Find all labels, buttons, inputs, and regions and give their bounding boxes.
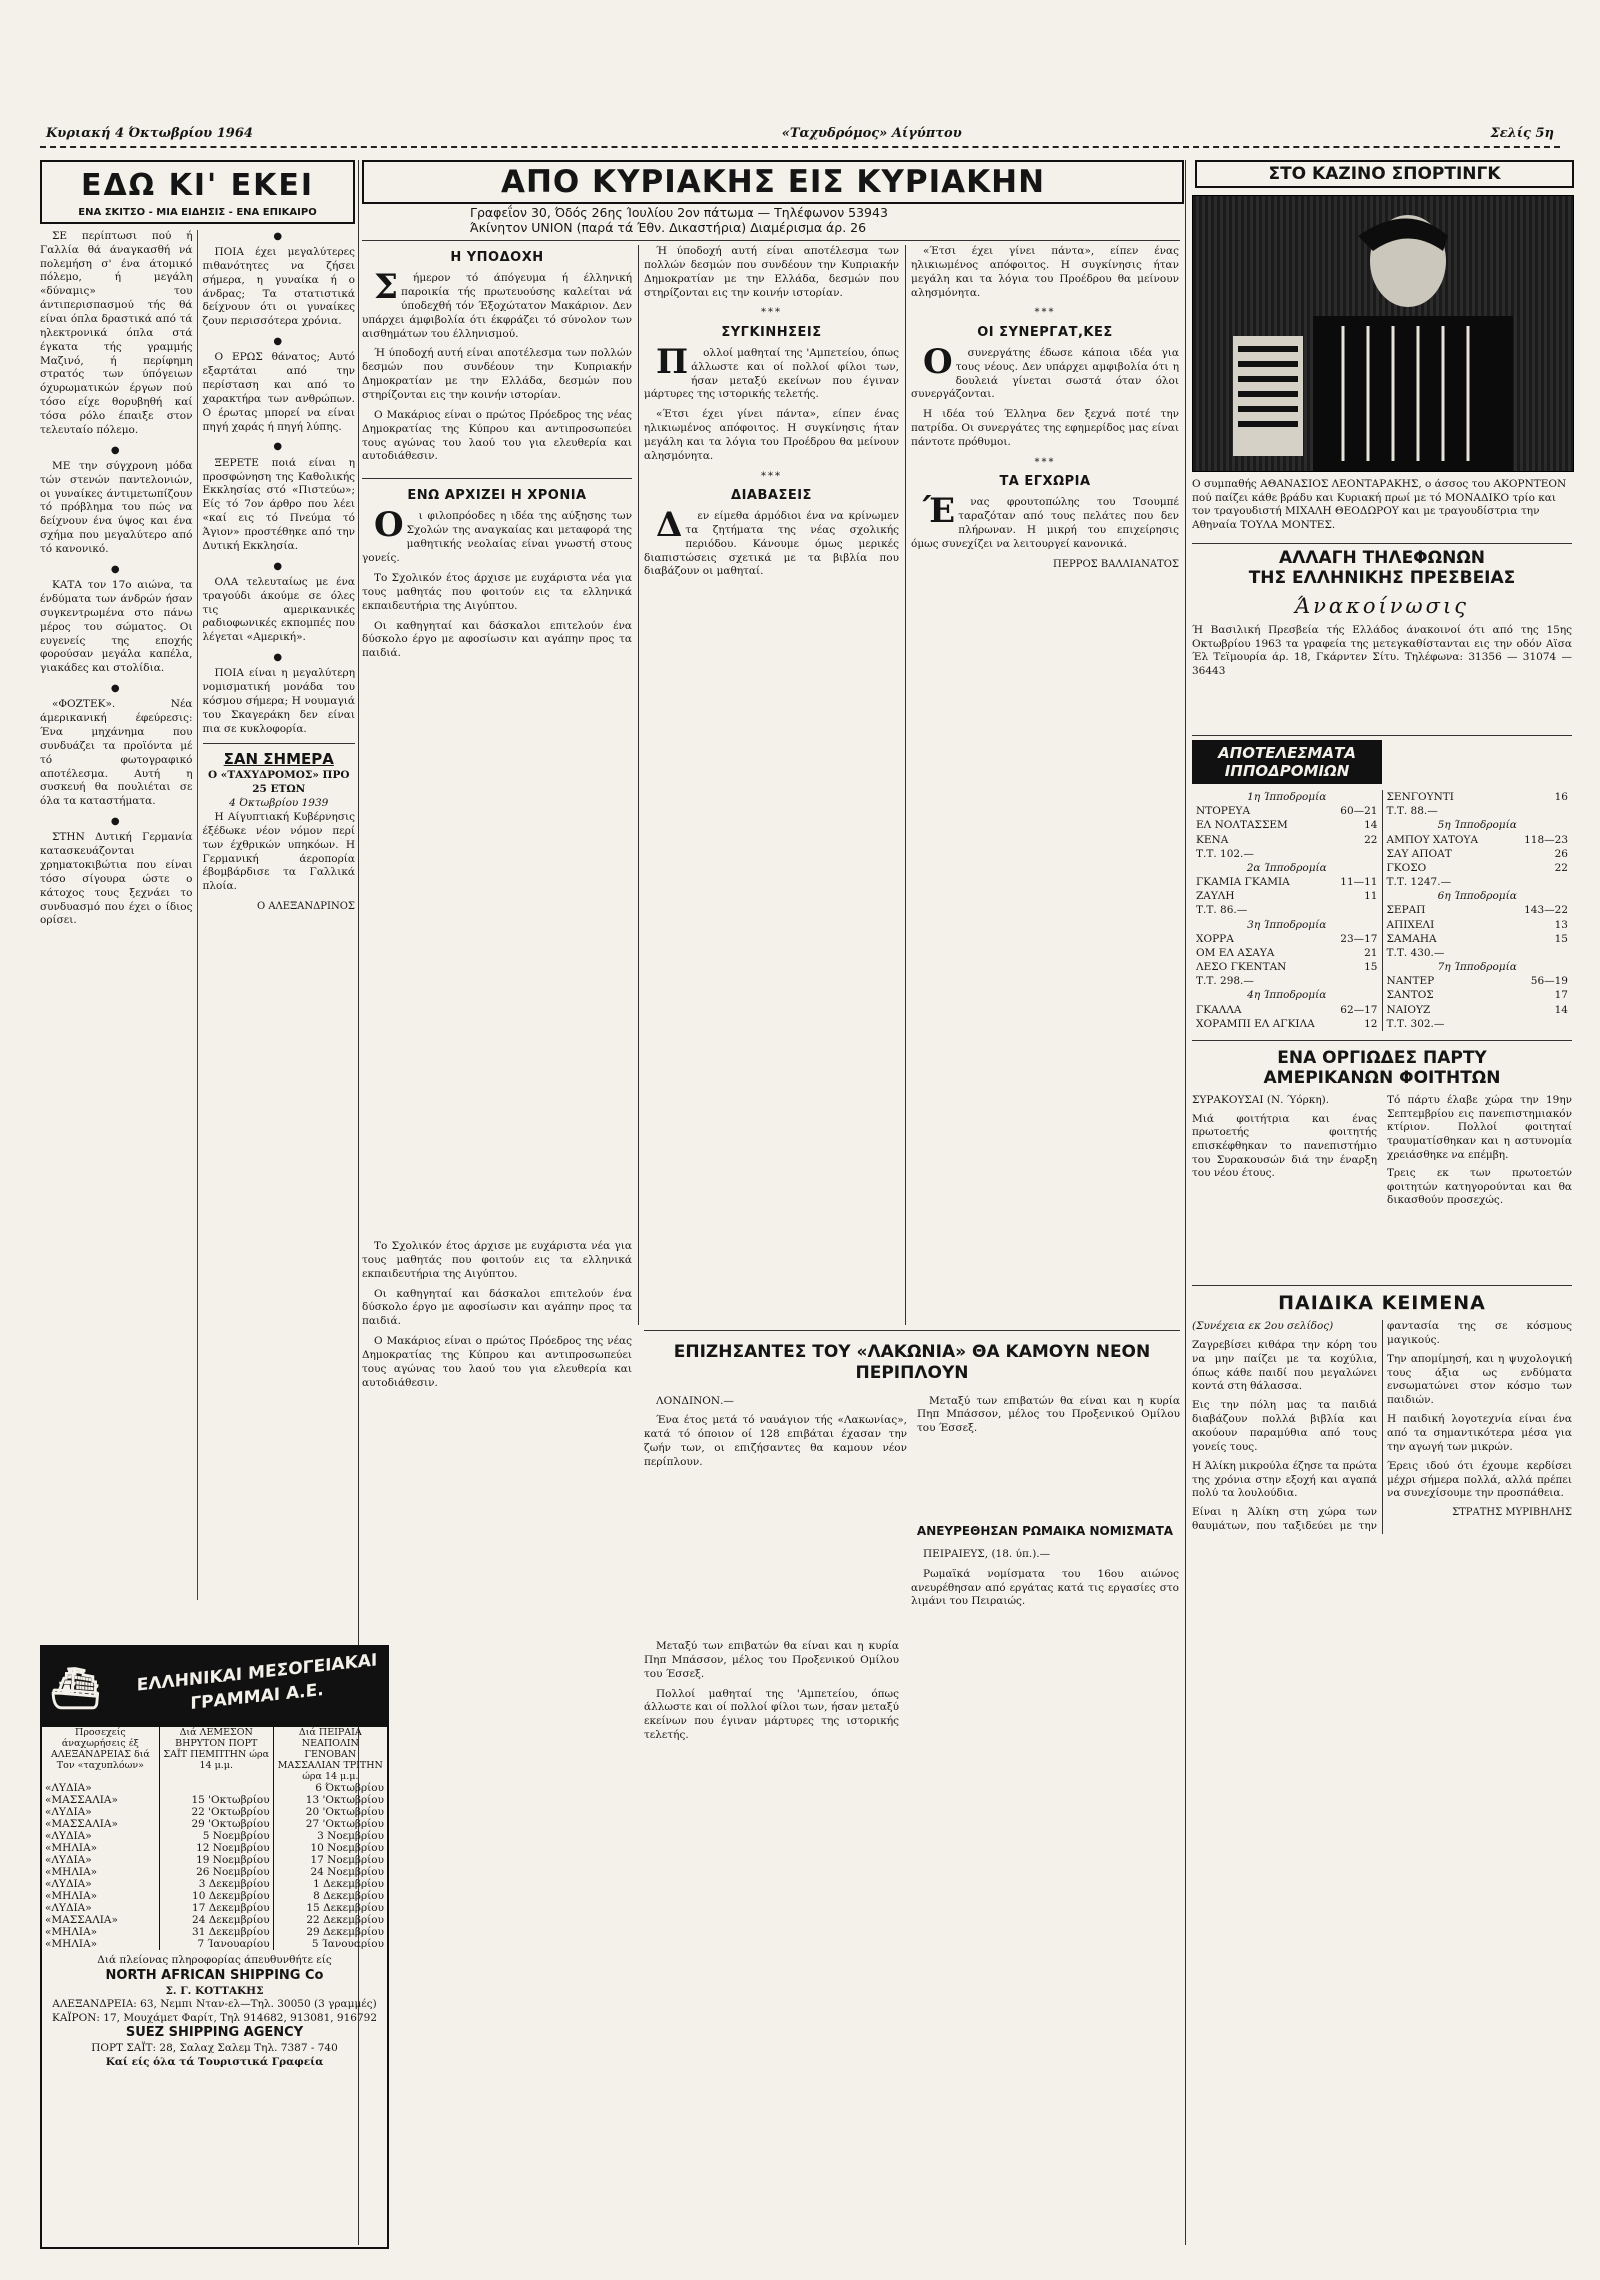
table-cell: «ΛΥΔΙΑ» — [42, 1782, 159, 1794]
horse-name: ΧΟΡΡΑ — [1196, 932, 1234, 945]
race-row — [1192, 960, 1382, 974]
table-cell: «ΛΥΔΙΑ» — [42, 1806, 159, 1818]
horse-odds: 14 — [1554, 1003, 1568, 1016]
section-heading: ΣΥΓΚΙΝΗΣΕΙΣ — [721, 324, 822, 340]
table-cell: 10 Δεκεμβρίου — [159, 1890, 273, 1902]
center-column-lower — [362, 1240, 632, 2245]
table-cell: 15 'Οκτωβρίου — [159, 1794, 273, 1806]
table-cell: 22 'Οκτωβρίου — [159, 1806, 273, 1818]
horse-odds: 11—11 — [1340, 876, 1378, 889]
ad-footer-line: ΑΛΕΞΑΝΔΡΕΙΑ: 63, Νεμπι Νταν-ελ—Τηλ. 30050 (3 γραμμές) — [52, 1998, 377, 2011]
article-paragraph: Το Σχολικόν έτος άρχισε με ευχάριστα νέα για τους μαθητάς που φοιτούν εις τα ελληνικά εκπαιδευτήρια της Αιγύπτου. — [362, 1240, 632, 1280]
separator: *** — [1034, 456, 1056, 468]
divider — [362, 478, 632, 479]
article-paragraph: Ένας φρουτοπώλης του Τσουμπέ ταραζόταν από τους πελάτες που δεν πλήρωναν. Η μικρή του επιχείρησις όμως συνεχίζει να λειτουργεί κανονικά. — [911, 491, 1179, 550]
item-paragraph: ΣΕ περίπτωσι πού ή Γαλλία θά άναγκασθή νά πολεμήση σ' ένα άτομικό πόλεμο, ή μεγάλη «δύναμις» του άντιπερισπασμού τής θά είναι όπλα δραστικά από τά ηλεκτρονικά όπλα στά έγκατα τής γραμμής Μαζινό, ή περίφημη στρατός των ύπόγειων όχυρωματικών έργων πού τόσο είχε θορυβηθή καί τόσα ρόλο έπαιξε στον τελευταίο πόλεμο. — [40, 229, 193, 436]
results-columns — [1192, 790, 1572, 1031]
article-paragraph: Μιά φοιτήτρια και ένας πρωτοετής φοιτητής επισκέφθηκαν το πανεπιστήμιο του Συρακουσών διά την έναρξη του νέου έτους. — [1192, 1112, 1377, 1180]
article-body — [1192, 1094, 1572, 1208]
table-cell: 12 Νοεμβρίου — [159, 1842, 273, 1854]
horse-name: Τ.Τ. 1247.— — [1386, 876, 1452, 889]
center-rule — [644, 1330, 1180, 1331]
race-row — [1383, 875, 1573, 889]
race-heading-label: 3η Ίπποδρομία — [1247, 918, 1327, 931]
race-heading — [1383, 818, 1573, 832]
section-heading: ΕΝΩ ΑΡΧΙΖΕΙ Η ΧΡΟΝΙΑ — [407, 488, 587, 504]
center-address-line: Γραφεΐον 30, Όδός 26ης Ίουλίου 2ον πάτωμα — Τηλέφωνον 53943 — [470, 205, 888, 220]
article-paragraph: Οι φιλοπρόοδες η ιδέα της αύξησης των Σχολών της αναγκαίας και μεταφορά της μαθητικής νεολαίας είναι γνωστή στους γονείς. — [362, 505, 632, 565]
horse-name: Τ.Τ. 298.— — [1196, 975, 1254, 988]
table-row — [42, 1818, 387, 1830]
horse-name: ΓΚΑΛΛΑ — [1196, 1003, 1242, 1016]
table-cell: 5 Ίανουαρίου — [311, 1938, 384, 1950]
article-paragraph: Οι καθηγηταί και δάσκαλοι επιτελούν ένα δύσκολο έργο με αφοσίωσιν και αγάπην προς τα παιδιά. — [362, 619, 632, 660]
romaika-article — [911, 1520, 1179, 1820]
photo-caption: Ο συμπαθής ΑΘΑΝΑΣΙΟΣ ΛΕΟΝΤΑΡΑΚΗΣ, ο άσσος του ΑΚΟΡΝΤΕΟΝ πού παίζει κάθε βράδυ και Κυριακή πρωί με τό ΜΟΝΑΔΙΚΟ τρίο και τον τραγουδιστή ΜΙΧΑΛΗ ΘΕΟΔΩΡΟΥ και με τραγουδίστρια την Αθηναία ΤΟΥΛΑ ΜΟΝΤΕΣ. — [1192, 478, 1567, 531]
notice-title: ΑΛΛΑΓΗ ΤΗΛΕΦΩΝΩΝ — [1278, 548, 1485, 568]
article-paragraph: Μεταξύ των επιβατών θα είναι και η κυρία Πηπ Μπάσσον, μέλος του Προξενικού Ομίλου του Έσσεξ. — [644, 1640, 899, 1680]
party-article — [1192, 1048, 1572, 1208]
table-cell: 27 'Οκτωβρίου — [305, 1818, 384, 1830]
race-heading-label: 6η Ίπποδρομία — [1437, 890, 1517, 903]
race-row — [1192, 847, 1382, 861]
horse-name: ΣΑΥ ΑΠΟΑΤ — [1386, 847, 1452, 860]
race-row — [1192, 804, 1382, 818]
table-cell: 15 Δεκεμβρίου — [306, 1902, 384, 1914]
article-paragraph: Μεταξύ των επιβατών θα είναι και η κυρία Πηπ Μπάσσον, μέλος του Προξενικού Ομίλου του Έσσεξ. — [917, 1394, 1180, 1435]
horse-name: Τ.Τ. 430.— — [1386, 946, 1445, 959]
article-paragraph: Σήμερον τό άπόγευμα ή έλληνική παροικία τής πρωτευούσης καλείται νά ύποδεχθή τόν Έξοχώτατον Μακάριον. Δεν υπάρχει άμφιβολία ότι έκφράζει τό σύνολον των αισθημάτων του έλληνισμού. — [362, 267, 632, 340]
table-cell: 29 'Οκτωβρίου — [159, 1818, 273, 1830]
item-paragraph: ΞΕΡΕΤΕ ποιά είναι η προσφώνηση της Καθολικής Εκκλησίας στό «Πιστεύω»; Είς τό 7ον άρθρο που λέει «καί εις τό Πνεύμα τό Άγιον» προστέθηκε από την Δυτική Εκκλησία. — [202, 456, 355, 552]
embassy-phones-notice — [1192, 548, 1572, 679]
article-paragraph: Η παιδική λογοτεχνία είναι ένα από τα σημαντικότερα μέσα για την αγωγή των μικρών. — [1387, 1413, 1572, 1453]
table-cell: 24 Δεκεμβρίου — [159, 1914, 273, 1926]
ship-icon: ⛴ — [50, 1666, 101, 1712]
race-row — [1383, 1017, 1573, 1031]
race-heading — [1192, 790, 1382, 804]
article-paragraph: Η ιδέα τού Έλληνα δεν ξεχνά ποτέ την πατρίδα. Οι συνεργάτες της εφημερίδος μας είναι πάντοτε πρόθυμοι. — [911, 408, 1179, 448]
horse-odds: 143—22 — [1524, 904, 1568, 917]
horse-odds: 23—17 — [1340, 932, 1378, 945]
horse-odds: 118—23 — [1524, 833, 1568, 846]
right-rule — [1192, 543, 1572, 544]
race-row — [1192, 1017, 1382, 1031]
article-dateline: ΣΥΡΑΚΟΥΣΑΙ (Ν. Ύόρκη). — [1192, 1094, 1330, 1106]
table-cell: 22 Δεκεμβρίου — [306, 1914, 384, 1926]
horse-odds: 26 — [1554, 847, 1568, 860]
table-cell: 17 Δεκεμβρίου — [159, 1902, 273, 1914]
race-row — [1383, 918, 1573, 932]
article-paragraph: Πολλοί μαθηταί της 'Αμπετείου, όπως άλλωστε και οί πολλοί φίλοι των, ήσαν μεταξύ εκείνων που έγιναν μάρτυρες της ιστορικής τελετής. — [644, 341, 899, 401]
table-cell: 6 Όκτωβρίου — [315, 1782, 384, 1794]
column-rule — [1185, 160, 1186, 2245]
horse-odds: 13 — [1554, 918, 1568, 931]
table-cell: «ΜΑΣΣΑΛΙΑ» — [42, 1818, 159, 1830]
results-column-left — [1192, 790, 1383, 1031]
race-row — [1383, 861, 1573, 875]
right-rule — [1192, 1040, 1572, 1041]
separator: ● — [110, 444, 122, 456]
race-row — [1383, 833, 1573, 847]
separator: ● — [273, 230, 285, 242]
san-simera-date: 4 Όκτωβρίου 1939 — [229, 797, 329, 810]
notice-subtitle: Άνακοίνωσις — [1295, 594, 1469, 618]
separator: *** — [761, 470, 782, 482]
race-row — [1383, 974, 1573, 988]
separator: ● — [110, 563, 122, 575]
san-simera-subtitle: Ο «ΤΑΧΥΔΡΟΜΟΣ» ΠΡΟ 25 ΕΤΩΝ — [207, 769, 350, 796]
race-row — [1192, 903, 1382, 917]
race-heading-label: 2α Ίπποδρομία — [1246, 861, 1327, 874]
ad-agent-name: NORTH AFRICAN SHIPPING Co — [105, 1967, 324, 1983]
article-paragraph: Ή ύποδοχή αυτή είναι αποτέλεσμα των πολλών δεσμών που συνδέουν την Κυπριακήν Δημοκρατίαν με την Ελλάδα, δεσμών που στηρίζονται εις την κοινήν ιστορίαν. — [362, 347, 632, 402]
race-row — [1383, 804, 1573, 818]
item-paragraph: Ο ΕΡΩΣ θάνατος; Αυτό εξαρτάται από την περίσταση και από το χαρακτήρα των ανθρώπων. Ο έρωτας μπορεί να είναι πηγή χαράς ή πηγή λύπης. — [202, 351, 355, 433]
article-signature: ΠΕΡΡΟΣ ΒΑΛΛΙΑΝΑΤΟΣ — [1052, 558, 1179, 570]
table-row — [42, 1854, 387, 1866]
race-heading — [1192, 861, 1382, 875]
horse-name: ΕΛ ΝΟΛΤΑΣΣΕΜ — [1196, 819, 1288, 832]
section-heading: Η ΥΠΟΔΟΧΗ — [450, 250, 544, 265]
horse-name: ΣΕΡΑΠ — [1386, 904, 1426, 917]
article-body — [644, 1395, 1180, 1470]
table-cell: «ΜΗΛΙΑ» — [42, 1890, 159, 1902]
article-paragraph: «Έτσι έχει γίνει πάντα», είπεν ένας ηλικιωμένος απόφοιτος. Η συγκίνησις ήταν μεγάλη και τα λόγια του Προέδρου θα μείνουν αλησμόνητα. — [911, 245, 1179, 299]
race-row — [1383, 932, 1573, 946]
race-row — [1192, 974, 1382, 988]
race-row — [1383, 988, 1573, 1002]
horse-odds: 21 — [1364, 946, 1378, 959]
race-heading-label: 5η Ίπποδρομία — [1437, 819, 1517, 832]
table-cell: «ΛΥΔΙΑ» — [42, 1902, 159, 1914]
table-cell: «ΛΥΔΙΑ» — [42, 1830, 159, 1842]
table-cell: 17 Νοεμβρίου — [310, 1854, 384, 1866]
race-row — [1192, 833, 1382, 847]
race-row — [1192, 875, 1382, 889]
article-paragraph: Οι καθηγηταί και δάσκαλοι επιτελούν ένα δύσκολο έργο με αφοσίωσιν και αγάπην προς τα παιδιά. — [362, 1287, 632, 1328]
article-paragraph: Ή ύποδοχή αυτή είναι αποτέλεσμα των πολλών δεσμών που συνδέουν την Κυπριακήν Δημοκρατίαν με την Ελλάδα, δεσμών που στηρίζονται εις την κοινήν ιστορίαν. — [644, 245, 899, 299]
san-simera-box — [203, 750, 356, 811]
horse-name: ΓΚΟΣΟ — [1386, 861, 1427, 874]
column-rule — [638, 245, 639, 1325]
table-row — [42, 1902, 387, 1914]
separator: ● — [273, 560, 285, 572]
results-title: ΑΠΟΤΕΛΕΣΜΑΤΑ ΙΠΠΟΔΡΟΜΙΩΝ — [1192, 740, 1382, 784]
horse-name: ΑΜΠΟΥ ΧΑΤΟΥΑ — [1386, 833, 1479, 846]
article-paragraph: «Έτσι έχει γίνει πάντα», είπεν ένας ηλικιωμένος απόφοιτος. Η συγκίνησις ήταν μεγάλη και τα λόγια του Προέδρου θα μείνουν αλησμόνητα. — [644, 408, 899, 462]
section-heading: ΤΑ ΕΓΧΩΡΙΑ — [999, 473, 1091, 489]
separator: ● — [110, 816, 122, 828]
horse-odds: 11 — [1364, 890, 1378, 903]
race-row — [1192, 946, 1382, 960]
center-address — [470, 205, 1070, 235]
ad-footer-line: Καί είς όλα τά Τουριστικά Γραφεία — [105, 2055, 324, 2068]
table-cell: 5 Νοεμβρίου — [159, 1830, 273, 1842]
column-rule — [905, 245, 906, 1325]
table-cell: «ΜΗΛΙΑ» — [42, 1866, 159, 1878]
table-cell: 26 Νοεμβρίου — [159, 1866, 273, 1878]
article-headline: ΑΝΕΥΡΕΘΗΣΑΝ ΡΩΜΑΙΚΑ ΝΟΜΙΣΜΑΤΑ — [916, 1524, 1174, 1538]
table-row — [42, 1782, 387, 1794]
race-row — [1383, 1003, 1573, 1017]
horse-odds: 12 — [1364, 1017, 1378, 1030]
table-row — [42, 1878, 387, 1890]
race-row — [1192, 932, 1382, 946]
horse-odds: 62—17 — [1340, 1003, 1378, 1016]
horse-name: ΑΠΙΧΕΛΙ — [1386, 918, 1435, 931]
article-paragraph: Οσυνεργάτης έδωσε κάποια ιδέα για τους νέους. Δεν υπάρχει αμφιβολία ότι η δουλειά γίνεται σωστά όταν όλοι συνεργάζονται. — [911, 341, 1179, 401]
table-cell: «ΛΥΔΙΑ» — [42, 1854, 159, 1866]
article-paragraph: Ο Μακάριος είναι ο πρώτος Πρόεδρος της νέας Δημοκρατίας της Κύπρου και αντιπροσωπεύει τους αγώνας του λαού του για ελευθερία και αυτοδιάθεσιν. — [362, 408, 632, 463]
table-cell: 20 'Οκτωβρίου — [305, 1806, 384, 1818]
table-cell: «ΜΑΣΣΑΛΙΑ» — [42, 1794, 159, 1806]
article-paragraph: Η Άλίκη μικρούλα έζησε τα πρώτα της χρόνια στην εξοχή και αγαπά πολύ τα λουλούδια. — [1192, 1459, 1377, 1500]
horse-name: ΛΕΣΟ ΓΚΕΝΤΑΝ — [1196, 961, 1287, 974]
horse-odds: 22 — [1554, 861, 1568, 874]
article-paragraph: Ένα έτος μετά τό ναυάγιον τής «Λακωνίας», κατά τό όποιον οί 128 επιβάται έχασαν την ζωήν των, οι επιζήσαντες θα καμουν νέον περίπλουν. — [644, 1414, 907, 1468]
article-paragraph: Το Σχολικόν έτος άρχισε με ευχάριστα νέα για τους μαθητάς που φοιτούν εις τα ελληνικά εκπαιδευτήρια της Αιγύπτου. — [362, 571, 632, 612]
table-cell: 19 Νοεμβρίου — [159, 1854, 273, 1866]
race-heading-label: 1η Ίπποδρομία — [1247, 791, 1327, 803]
article-headline: ΕΠΙΖΗΣΑΝΤΕΣ ΤΟΥ «ΛΑΚΩΝΙΑ» ΘΑ ΚΑΜΟΥΝ ΝΕΟΝ ΠΕΡΙΠΛΟΥΝ — [673, 1342, 1151, 1384]
article-paragraph: Έρεις ιδού ότι έχουμε κερδίσει μέχρι σήμερα πολλά, αλλά πρέπει να συνεχίσουμε την προσπάθεια. — [1387, 1459, 1572, 1500]
article-paragraph: Δεν είμεθα άρμόδιοι ένα να κρίνωμεν τα ζητήματα της νέας σχολικής περιόδου. Κάνουμε όμως μερικές διαπιστώσεις σχετικά με τα βιβλία που διαβάζουν οι μαθηταί. — [644, 505, 899, 578]
divider — [203, 743, 356, 744]
shipping-advertisement — [40, 1645, 389, 2249]
horse-name: ΣΕΝΓΟΥΝΤΙ — [1386, 791, 1454, 803]
article-signature: ΣΤΡΑΤΗΣ ΜΥΡΙΒΗΛΗΣ — [1452, 1507, 1572, 1519]
horse-name: Τ.Τ. 102.— — [1196, 847, 1254, 860]
horse-name: ΣΑΝΤΟΣ — [1386, 989, 1434, 1002]
item-paragraph: ΣΤΗΝ Δυτική Γερμανία κατασκευάζονται χρηματοκιβώτια που είναι τόσο σίγουρα ώστε ο κάτοχος τους ξεχνάει το συνδυασμό που έχει ο ίδιος ορίσει. — [40, 831, 193, 927]
table-header-row — [42, 1727, 387, 1782]
ad-company-name: ΕΛΛΗΝΙΚΑΙ ΜΕΣΟΓΕΙΑΚΑΙ ΓΡΑΜΜΑΙ Α.Ε. — [136, 1650, 378, 1715]
race-row — [1383, 946, 1573, 960]
horse-odds: 15 — [1364, 961, 1378, 974]
article-paragraph: Εις την πόλη μας τα παιδιά διαβάζουν πολλά βιβλία και ακούουν παραμύθια από τους γονείς τους. — [1192, 1399, 1377, 1453]
table-cell: «ΜΗΛΙΑ» — [42, 1938, 159, 1950]
ad-agent-name: SUEZ SHIPPING AGENCY — [125, 2025, 304, 2041]
horse-name: ΖΑΥΛΗ — [1196, 890, 1235, 903]
table-cell: 3 Δεκεμβρίου — [159, 1878, 273, 1890]
table-row — [42, 1926, 387, 1938]
race-row — [1383, 903, 1573, 917]
masthead-date: Κυριακή 4 Όκτωβρίου 1964 — [40, 126, 259, 141]
departures-body — [42, 1782, 387, 1950]
article-paragraph: Τό πάρτυ έλαβε χώρα την 19ην Σεπτεμβρίου εις πανεπιστημιακόν κτίριον. Πολλοί φοιτηταί τραυματίσθηκαν και η αστυνομία χρειάσθηκε να επέμβη. — [1387, 1094, 1572, 1161]
table-cell: «ΜΗΛΙΑ» — [42, 1842, 159, 1854]
table-row — [42, 1938, 387, 1950]
table-cell: 7 Ίανουαρίου — [159, 1938, 273, 1950]
table-cell: 8 Δεκεμβρίου — [313, 1890, 384, 1902]
horse-name: ΝΑΝΤΕΡ — [1386, 975, 1435, 988]
table-row — [42, 1842, 387, 1854]
table-cell: 31 Δεκεμβρίου — [159, 1926, 273, 1938]
race-heading — [1192, 988, 1382, 1002]
horse-name: ΚΕΝΑ — [1196, 833, 1229, 846]
ad-footer — [42, 1954, 387, 2070]
race-heading — [1192, 918, 1382, 932]
horse-name: Τ.Τ. 88.— — [1386, 805, 1438, 818]
article-body — [1192, 1320, 1572, 1534]
casino-title: ΣΤΟ ΚΑΖΙΝΟ ΣΠΟΡΤΙΝΓΚ — [1195, 160, 1574, 188]
race-row — [1192, 818, 1382, 832]
horse-name: ΧΟΡΑΜΠΙ ΕΛ ΑΓΚΙΛΑ — [1196, 1017, 1315, 1030]
horse-odds: 60—21 — [1340, 805, 1378, 818]
notice-text: Ή Βασιλική Πρεσβεία τής Ελλάδος άνακοινοί ότι από της 15ης Οκτωβρίου 1963 τα γραφεία της μετεγκαθίστανται εις την οδόν Αϊσα Έλ Τεϊμουρία άρ. 18, Γκάρντεν Σίτυ. Τηλέφωνα: 31356 — 31074 — 36443 — [1192, 624, 1572, 677]
ad-footer-line: Διά πλείονας πληροφορίας άπευθυνθήτε είς — [97, 1954, 332, 1966]
race-heading — [1383, 889, 1573, 903]
center-column-c — [911, 245, 1179, 1325]
table-cell: «ΛΥΔΙΑ» — [42, 1878, 159, 1890]
center-column-lower-b — [644, 1640, 899, 2245]
masthead — [40, 120, 1560, 148]
table-cell: 1 Δεκεμβρίου — [313, 1878, 384, 1890]
table-cell — [159, 1782, 273, 1794]
horse-name: ΟΜ ΕΛ ΑΣΑΥΑ — [1196, 946, 1275, 959]
horse-name: ΝΑΙΟΥΖ — [1386, 1003, 1431, 1016]
item-paragraph: ΚΑΤΑ τον 17ο αιώνα, τα ένδύματα των άνδρών ήσαν συγκεντρωμένα στο πάνω μέρος του σώματος. Οι ευγενείς της εποχής φορούσαν μεγάλα καπέλα, γιακάδες και στολίδια. — [40, 579, 193, 675]
article-paragraph: Πολλοί μαθηταί της 'Αμπετείου, όπως άλλωστε και οί πολλοί φίλοι των, ήσαν μεταξύ εκείνων που έγιναν μάρτυρες της ιστορικής τελετής. — [644, 1687, 899, 1742]
separator: *** — [761, 307, 782, 319]
horse-odds: 15 — [1554, 932, 1568, 945]
separator: ● — [273, 441, 285, 453]
table-header: Διά ΠΕΙΡΑΙΑ ΝΕΑΠΟΛΙΝ ΓΕΝΟΒΑΝ ΜΑΣΣΑΛΙΑΝ ΤΡΙΤΗΝ ώρα 14 μ.μ. — [277, 1727, 383, 1782]
section-heading: ΔΙΑΒΑΣΕΙΣ — [731, 487, 812, 503]
ad-footer-line: ΠΟΡΤ ΣΑΪΤ: 28, Σαλαχ Σαλεμ Τηλ. 7387 - 740 — [91, 2042, 338, 2055]
san-simera-title: ΣΑΝ ΣΗΜΕΡΑ — [223, 749, 334, 768]
table-row — [42, 1830, 387, 1842]
article-headline: ΑΜΕΡΙΚΑΝΩΝ ΦΟΙΤΗΤΩΝ — [1263, 1068, 1501, 1088]
ad-banner — [42, 1647, 387, 1727]
departures-table — [42, 1727, 387, 1950]
item-paragraph: ΠΟΙΑ είναι η μεγαλύτερη νομισματική μονάδα του κόσμου σήμερα; Η νουμαγιά του Σκαγεράκη δεν είναι πια σε κυκλοφορία. — [202, 667, 355, 735]
center-address-line: Άκίνητον UNION (παρά τά Έθν. Δικαστήρια) Διαμέρισμα άρ. 26 — [470, 220, 867, 235]
article-paragraph: Είναι η Άλίκη στη χώρα των θαυμάτων, που ταξιδεύει με την φαντασία της σε κόσμους μαγικούς. — [1192, 1320, 1572, 1533]
article-dateline: ΛΟΝΔΙΝΟΝ.— — [656, 1394, 734, 1407]
article-paragraph: Ο Μακάριος είναι ο πρώτος Πρόεδρος της νέας Δημοκρατίας της Κύπρου και αντιπροσωπεύει τους αγώνας του λαού του για ελευθερία και αυτοδιάθεσιν. — [362, 1335, 632, 1389]
separator: ● — [273, 652, 285, 664]
horse-odds: 16 — [1554, 791, 1568, 803]
table-cell: «ΜΗΛΙΑ» — [42, 1926, 159, 1938]
table-cell: 10 Νοεμβρίου — [310, 1842, 384, 1854]
table-cell: 13 'Οκτωβρίου — [305, 1794, 384, 1806]
horse-odds: 14 — [1364, 819, 1378, 832]
horse-name: ΣΑΜΑΗΑ — [1386, 932, 1437, 945]
notice-title: ΤΗΣ ΕΛΛΗΝΙΚΗΣ ΠΡΕΣΒΕΙΑΣ — [1248, 568, 1516, 588]
race-row — [1383, 790, 1573, 804]
column-title: ΕΔΩ ΚΙ' ΕΚΕΙ — [80, 168, 315, 203]
ad-footer-line: ΚΑΪΡΟΝ: 17, Μουχάμετ Φαρίτ, Τηλ 914682, 913081, 916792 — [51, 2011, 378, 2024]
race-row — [1192, 1003, 1382, 1017]
separator: ● — [110, 683, 122, 695]
kids-texts-article — [1192, 1292, 1572, 2242]
horse-odds: 17 — [1554, 989, 1568, 1002]
article-paragraph: Τρεις εκ των πρωτοετών φοιτητών κατηγορούνται και θα δικασθούν προσεχώς. — [1387, 1167, 1572, 1207]
table-header: Προσεχείς άναχωρήσεις έξ ΑΛΕΞΑΝΔΡΕΙΑΣ διά Τον «ταχυπλόων» — [42, 1727, 159, 1782]
article-paragraph: Ρωμαϊκά νομίσματα του 16ου αιώνος ανευρέθησαν από εργάτας κατά τις εργασίες στο λιμάνι του Πειραιώς. — [911, 1567, 1179, 1608]
article-paragraph: Την απομίμησή, και η ψυχολογική τους άξια ως ενδύματα ενσωματώνει στον κόσμο των παιδιών. — [1387, 1352, 1572, 1407]
ad-agent-owner: Σ. Γ. ΚΟΤΤΑΚΗΣ — [165, 1984, 264, 1997]
horse-name: Τ.Τ. 86.— — [1196, 904, 1248, 917]
column-subtitle: ΕΝΑ ΣΚΙΤΣΟ - ΜΙΑ ΕΙΔΗΣΙΣ - ΕΝΑ ΕΠΙΚΑΙΡΟ — [78, 206, 317, 218]
table-row — [42, 1914, 387, 1926]
table-row — [42, 1866, 387, 1878]
race-heading-label: 7η Ίπποδρομία — [1437, 961, 1517, 974]
horse-odds: 22 — [1364, 833, 1378, 846]
san-simera-text: Η Αίγυπτιακή Κυβέρνησις έξέδωκε νέον νόμον περί των έχθρικών υπηκόων. Η Γερμανική άεροπορία έβομβάρδισε τα Γαλλικά πλοία. — [202, 811, 355, 893]
center-column-a — [362, 245, 632, 1235]
race-heading — [1383, 960, 1573, 974]
table-row — [42, 1890, 387, 1902]
masthead-paper: «Ταχυδρόμος» Αίγύπτου — [776, 126, 968, 141]
accordion-player-photo — [1192, 195, 1574, 472]
column-header — [40, 160, 355, 224]
table-cell: 24 Νοεμβρίου — [310, 1866, 384, 1878]
table-cell: «ΜΑΣΣΑΛΙΑ» — [42, 1914, 159, 1926]
article-continuation: (Συνέχεια εκ 2ου σελίδος) — [1192, 1320, 1334, 1332]
section-heading: ΟΙ ΣΥΝΕΡΓΑΤ,ΚΕΣ — [977, 324, 1113, 340]
race-row — [1192, 889, 1382, 903]
horse-name: Τ.Τ. 302.— — [1386, 1017, 1445, 1030]
article-paragraph: Ζαγρεβίσει κιθάρα την κόρη του να μην παίζει με τα κοχύλια, όπως κάθε παιδί που μεγαλώνει κοντά στη θάλασσα. — [1192, 1338, 1377, 1393]
right-rule — [1192, 1285, 1572, 1286]
item-paragraph: «ΦΟΖΤΕΚ». Νέα άμερικανική έφεύρεσις: Ένα μηχάνημα που συνδυάζει τα προϊόντα μέ τό φωτογραφικό αποτέλεσμα. Αυτή η συσκευή θα πουλιέται σε όλα τα καταστήματα. — [40, 698, 193, 808]
article-headline: ΠΑΙΔΙΚΑ ΚΕΙΜΕΝΑ — [1278, 1292, 1486, 1314]
table-row — [42, 1794, 387, 1806]
horse-name: ΓΚΑΜΙΑ ΓΚΑΜΙΑ — [1196, 876, 1290, 889]
item-paragraph: ΟΛΑ τελευταίως με ένα τραγούδι άκούμε σε όλες τις αμερικανικές ραδιοφωνικές εκπομπές που λέγεται «Αμερική». — [202, 575, 355, 644]
center-rule — [362, 240, 1180, 241]
horse-name: ΝΤΟΡΕΥΑ — [1196, 805, 1251, 818]
article-dateline: ΠΕΙΡΑΙΕΥΣ, (18. ύπ.).— — [923, 1547, 1051, 1560]
center-title: ΑΠΟ ΚΥΡΙΑΚΗΣ ΕΙΣ ΚΥΡΙΑΚΗΝ — [362, 160, 1184, 204]
column-edo-ki-ekei — [40, 160, 355, 1630]
item-paragraph: ΠΟΙΑ έχει μεγαλύτερες πιθανότητες να ζήσει σήμερα, η γυναίκα ή ο άνδρας; Τα στατιστικά δείχνουν ότι οι γυναίκες ζουν περισσότερα χρόνια. — [202, 245, 355, 328]
results-column-right — [1383, 790, 1573, 1031]
table-header: Διά ΛΕΜΕΣΟΝ ΒΗΡΥΤΟΝ ΠΟΡΤ ΣΑΪΤ ΠΕΜΠΤΗΝ ώρα 14 μ.μ. — [159, 1727, 273, 1782]
masthead-page: Σελίς 5η — [1485, 126, 1560, 141]
race-row — [1383, 847, 1573, 861]
item-paragraph: ΜΕ την σύγχρονη μόδα τών στενών παντελονιών, οι γυναίκες άντιμετωπίζουν τό πρόβλημα του πώς να δείχνουν ένα ύψος και ένα σχήμα που μεγαλύτερο από τό κανονικό. — [40, 459, 193, 556]
san-simera-signature: Ο ΑΛΕΞΑΝΔΡΙΝΟΣ — [256, 901, 355, 913]
article-headline: ΕΝΑ ΟΡΓΙΩΔΕΣ ΠΑΡΤΥ — [1277, 1048, 1487, 1068]
right-rule — [1192, 735, 1572, 736]
horse-odds: 56—19 — [1530, 975, 1568, 988]
accordion-icon — [1193, 196, 1573, 471]
separator: *** — [1034, 307, 1056, 319]
table-row — [42, 1806, 387, 1818]
center-column-b — [644, 245, 899, 1325]
race-heading-label: 4η Ίπποδρομία — [1247, 989, 1327, 1002]
separator: ● — [273, 336, 285, 348]
column-body — [40, 230, 355, 1600]
table-cell: 29 Δεκεμβρίου — [306, 1926, 384, 1938]
table-cell: 3 Νοεμβρίου — [317, 1830, 384, 1842]
